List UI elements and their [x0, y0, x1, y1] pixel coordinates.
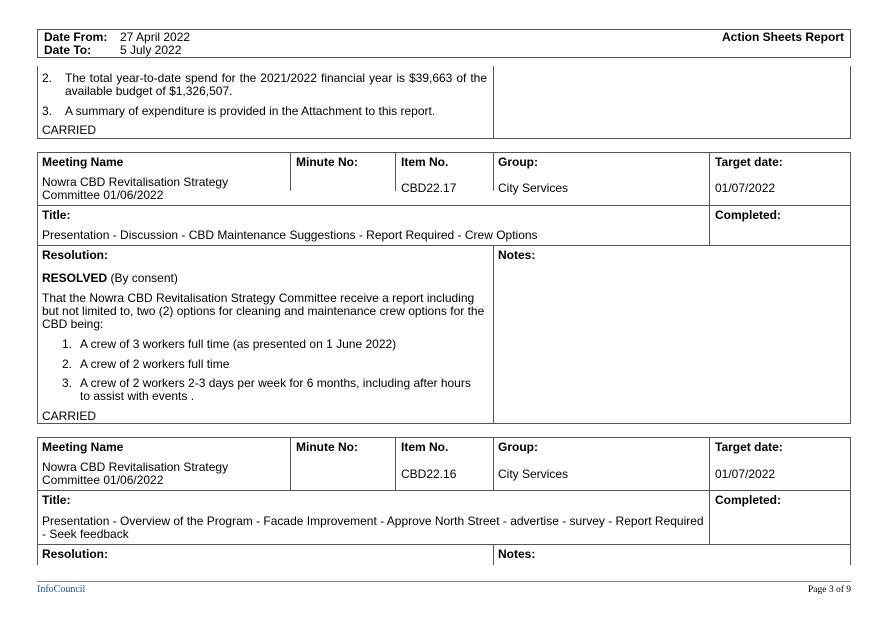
meeting-name-label: Meeting Name: [42, 440, 124, 454]
target-date-label: Target date:: [715, 155, 783, 169]
completed-label: Completed:: [715, 493, 781, 507]
action-title: Presentation - Discussion - CBD Maintenance Suggestions - Report Required - Crew Options: [42, 228, 538, 242]
attachment-summary-text: A summary of expenditure is provided in the Attachment to this report.: [65, 104, 436, 118]
option-number: 1.: [62, 337, 73, 351]
minute-no-label: Minute No:: [296, 440, 358, 454]
item-number: 2.: [42, 71, 53, 85]
title-label: Title:: [42, 208, 71, 222]
date-to-value: 5 July 2022: [120, 43, 182, 57]
status-carried: CARRIED: [42, 409, 97, 423]
footer-rule: [37, 581, 851, 582]
page-number: Page 3 of 9: [807, 585, 851, 595]
meeting-name-value: Nowra CBD Revitalisation Strategy Committee 01/06/2022: [42, 460, 229, 487]
date-to-label: Date To:: [44, 43, 92, 57]
target-date-value: 01/07/2022: [715, 181, 776, 195]
resolution-label: Resolution:: [42, 248, 108, 262]
notes-label: Notes:: [498, 248, 536, 262]
item-no-label: Item No.: [401, 440, 449, 454]
target-date-label: Target date:: [715, 440, 783, 454]
meeting-name-label: Meeting Name: [42, 155, 124, 169]
infocouncil-brand: InfoCouncil: [37, 584, 86, 595]
resolved-keyword: RESOLVED: [42, 271, 108, 285]
option-text: A crew of 2 workers full time: [80, 357, 230, 371]
title-label: Title:: [42, 493, 71, 507]
resolved-line: [42, 272, 178, 285]
option-number: 2.: [62, 357, 73, 371]
completed-label: Completed:: [715, 208, 781, 222]
option-number: 3.: [62, 376, 73, 390]
minute-no-label: Minute No:: [296, 155, 358, 169]
item-no-label: Item No.: [401, 155, 449, 169]
item-number: 3.: [42, 104, 53, 118]
status-carried: CARRIED: [42, 123, 97, 137]
resolved-consent: (By consent): [107, 271, 178, 285]
resolution-text: That the Nowra CBD Revitalisation Strategy Committee receive a report including but not limited to, two (2) options for cleaning and maintenance crew options for the CBD being:: [42, 291, 485, 331]
item-no-value: CBD22.17: [401, 181, 457, 195]
option-text: A crew of 2 workers 2-3 days per week for 6 months, including after hours to assist with events .: [80, 376, 471, 403]
group-label: Group:: [498, 155, 538, 169]
resolution-label: Resolution:: [42, 547, 108, 561]
meeting-name-value: Nowra CBD Revitalisation Strategy Committee 01/06/2022: [42, 175, 229, 202]
notes-label: Notes:: [498, 547, 536, 561]
date-from-label: Date From:: [44, 30, 108, 44]
item-no-value: CBD22.16: [401, 467, 457, 481]
date-from-value: 27 April 2022: [120, 30, 191, 44]
group-value: City Services: [498, 467, 569, 481]
action-title: Presentation - Overview of the Program - Facade Improvement - Approve North Street - advertise - survey - Report Required - Seek feedback: [42, 514, 704, 541]
target-date-value: 01/07/2022: [715, 467, 776, 481]
report-title: Action Sheets Report: [721, 30, 844, 44]
group-value: City Services: [498, 181, 569, 195]
spend-summary-text: The total year-to-date spend for the 2021/2022 financial year is $39,663 of the available budget of $1,326,507.: [65, 71, 487, 98]
option-text: A crew of 3 workers full time (as presented on 1 June 2022): [80, 337, 397, 351]
group-label: Group:: [498, 440, 538, 454]
